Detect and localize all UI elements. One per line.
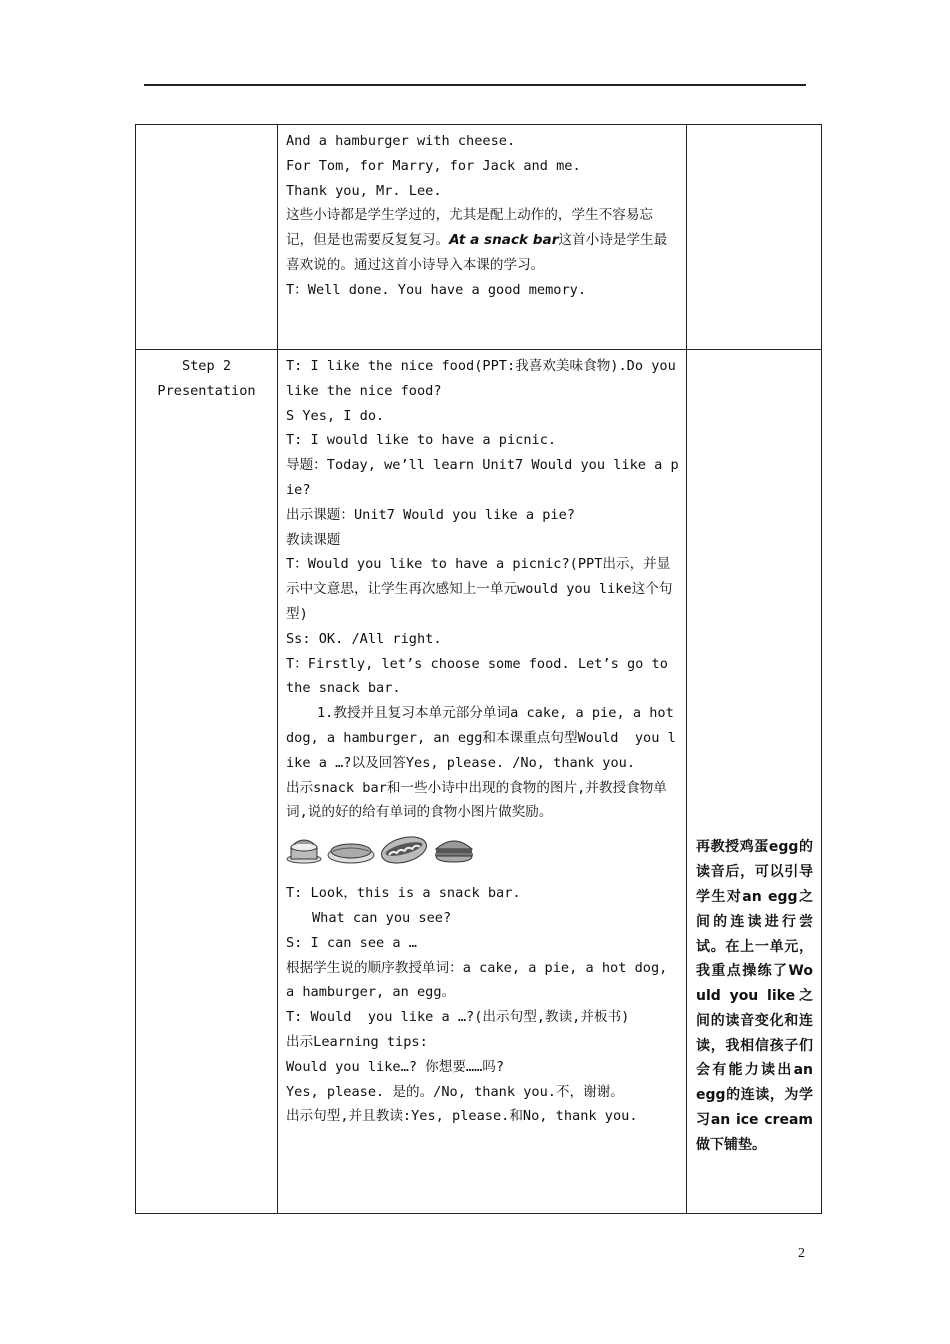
dialogue-line: S: I can see a … <box>286 934 417 951</box>
step-cell-empty <box>136 125 278 350</box>
dialogue-line: T: I like the nice food(PPT:我喜欢美味食物).Do you like the nice food? <box>286 358 684 399</box>
poem-title: At a snack bar <box>449 232 559 249</box>
teaching-step: 根据学生说的顺序教授单词：a cake, a pie, a hot dog, <box>286 959 668 976</box>
hot-dog-icon <box>380 833 428 867</box>
note-cell <box>687 350 822 1214</box>
page-number: 2 <box>798 1246 805 1261</box>
teaching-step: 出示snack bar和一些小诗中出现的食物的图片,并教授食物单词,说的好的给有单词的食物小图片做奖励。 <box>286 779 667 821</box>
dialogue-line: T: Look，this is a snack bar. <box>286 885 521 902</box>
poem-line: Thank you, Mr. Lee. <box>286 182 442 199</box>
content-cell <box>278 350 687 1214</box>
pie-icon <box>327 835 375 865</box>
step-cell <box>136 350 278 1214</box>
dialogue-line: T: I would like to have a picnic. <box>286 432 557 449</box>
header-rule <box>144 84 806 86</box>
learning-tip: Would you like…? 你想要……吗? <box>286 1058 505 1075</box>
teaching-step: 出示句型,并且教读:Yes, please.和No, thank you. <box>286 1108 638 1125</box>
table-row-warmup <box>136 125 822 350</box>
food-pictures <box>286 833 679 867</box>
dialogue-line: T：Firstly, let’s choose some food. Let’s go to the snack bar. <box>286 655 677 697</box>
note-cell-empty <box>687 125 822 350</box>
teaching-comment: 这些小诗都是学生学过的，尤其是配上动作的，学生不容易忘记，但是也需要反复复习。At a snack bar这首小诗是学生最喜欢说的。通过这首小诗导入本课的学习。 <box>286 207 668 273</box>
dialogue-line: Ss: OK. /All right. <box>286 630 442 647</box>
design-note: 再教授鸡蛋egg的读音后，可以引导学生对an egg之间的连读进行尝试。在上一单元，我重点操练了Would you like之间的读音变化和连读，我相信孩子们会有能力读出an egg的连读，为学习an ice cream做下铺垫。 <box>696 839 813 1153</box>
dialogue-line: 出示课题：Unit7 Would you like a pie? <box>286 506 575 523</box>
hamburger-icon <box>433 835 475 865</box>
poem-line: For Tom, for Marry, for Jack and me. <box>286 157 581 174</box>
step-label: Step 2 <box>181 358 232 374</box>
content-cell <box>278 125 687 350</box>
lesson-plan-table <box>135 124 822 1214</box>
learning-tip: Yes, please. 是的。/No, thank you.不，谢谢。 <box>286 1083 624 1100</box>
dialogue-line: What can you see? <box>312 909 452 926</box>
teacher-praise: T：Well done. You have a good memory. <box>286 281 587 298</box>
poem-line: And a hamburger with cheese. <box>286 133 516 149</box>
dialogue-line: T：Would you like to have a picnic?(PPT出示，并显示中文意思，让学生再次感知上一单元would you like这个句型) <box>286 556 673 622</box>
step-name: Presentation <box>157 382 256 399</box>
dialogue-line: T: Would you like a …?(出示句型,教读,并板书) <box>286 1009 630 1026</box>
teaching-item: 1.教授并且复习本单元部分单词a cake, a pie, a hot dog, a hamburger, an egg和本课重点句型Would you like a …?以及回答Yes, please. /No, thank you. <box>286 705 682 771</box>
teaching-step: a hamburger, an egg。 <box>286 984 456 1001</box>
dialogue-line: S Yes, I do. <box>286 407 385 424</box>
dialogue-line: 教读课题 <box>286 531 341 548</box>
table-row-presentation <box>136 350 822 1214</box>
dialogue-line: 导题：Today, we’ll learn Unit7 Would you like a pie? <box>286 457 679 498</box>
cake-icon <box>286 835 322 865</box>
teaching-step: 出示Learning tips: <box>286 1033 428 1050</box>
